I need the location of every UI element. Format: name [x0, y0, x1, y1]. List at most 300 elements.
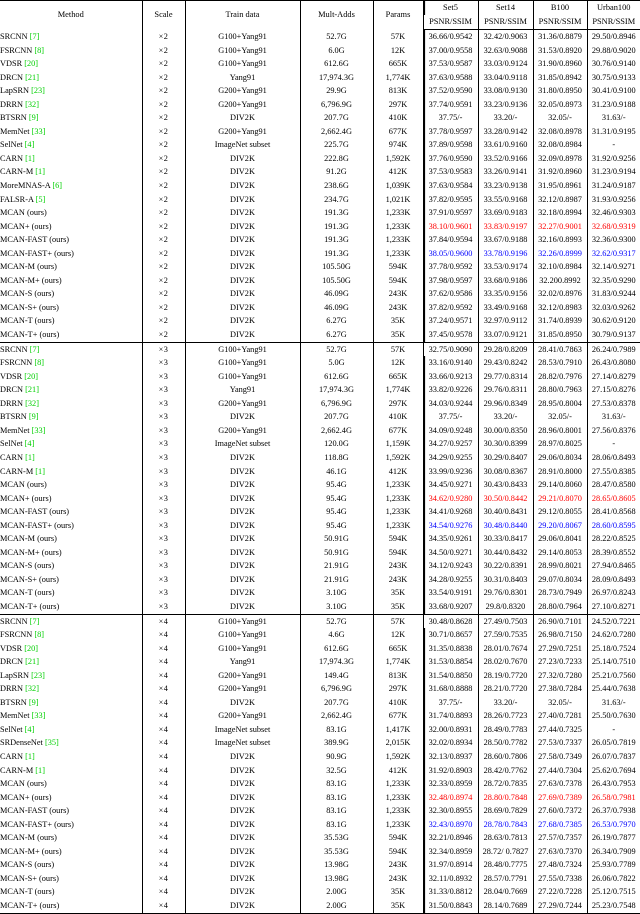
cell-urban100: 25.21/0.7560	[587, 669, 640, 683]
cell-mult-adds: 6,796.9G	[300, 397, 373, 411]
cell-mult-adds: 83.1G	[300, 804, 373, 818]
table-row	[0, 152, 640, 166]
cell-mult-adds: 105.50G	[300, 260, 373, 274]
method-name: CARN-M	[0, 167, 34, 177]
cell-set14: 33.20/-	[478, 410, 533, 424]
cell-scale: ×4	[142, 736, 185, 750]
cell-train-data: DIV2K	[185, 696, 300, 710]
cell-set5: 37.89/0.9598	[423, 138, 478, 152]
column-header-method: Method	[0, 1, 142, 30]
cell-mult-adds: 5.0G	[300, 356, 373, 370]
cell-urban100: 26.06/0.7822	[587, 872, 640, 886]
cell-set5: 30.48/0.8628	[423, 614, 478, 628]
method-name: MCAN-S (ours)	[0, 561, 55, 571]
cell-b100: 29.06/0.8034	[533, 451, 587, 465]
citation-ref[interactable]: [32]	[25, 99, 39, 109]
method-name: LapSRN	[0, 670, 30, 680]
citation-ref[interactable]: [8]	[34, 630, 45, 640]
column-header-train-data: Train data	[185, 1, 300, 30]
citation-ref[interactable]: [4]	[24, 439, 35, 449]
cell-urban100: 28.09/0.8493	[587, 573, 640, 587]
cell-set5: 31.97/0.8914	[423, 858, 478, 872]
cell-scale: ×2	[142, 206, 185, 220]
cell-urban100: 27.15/0.8276	[587, 383, 640, 397]
cell-b100: 29.14/0.8060	[533, 478, 587, 492]
citation-ref[interactable]: [7]	[29, 344, 40, 354]
cell-mult-adds: 13.98G	[300, 858, 373, 872]
cell-b100: 28.80/0.7964	[533, 600, 587, 614]
cell-urban100: 26.97/0.8243	[587, 586, 640, 600]
cell-set14: 33.20/-	[478, 696, 533, 710]
method-name: MCAN-FAST+ (ours)	[0, 520, 74, 530]
table-row	[0, 642, 640, 656]
method-name: MCAN-S+ (ours)	[0, 873, 59, 883]
citation-ref[interactable]: [9]	[28, 113, 39, 123]
cell-mult-adds: 83.1G	[300, 791, 373, 805]
cell-params: 665K	[373, 370, 423, 384]
cell-set5: 37.74/0.9591	[423, 98, 478, 112]
cell-urban100: 31.31/0.9195	[587, 125, 640, 139]
cell-method	[0, 791, 142, 805]
table-row	[0, 750, 640, 764]
cell-set14: 28.80/0.7848	[478, 791, 533, 805]
cell-set14: 30.22/0.8391	[478, 559, 533, 573]
cell-scale: ×2	[142, 152, 185, 166]
cell-params: 35K	[373, 600, 423, 614]
cell-train-data: G100+Yang91	[185, 642, 300, 656]
citation-ref[interactable]: [4]	[24, 724, 35, 734]
cell-set5: 37.78/0.9597	[423, 125, 478, 139]
cell-b100: 32.05/-	[533, 696, 587, 710]
cell-b100: 27.68/0.7385	[533, 818, 587, 832]
citation-ref[interactable]: [7]	[29, 31, 40, 41]
cell-params: 12K	[373, 44, 423, 58]
citation-ref[interactable]: [9]	[28, 697, 39, 707]
citation-ref[interactable]: [33]	[31, 425, 46, 435]
cell-b100: 28.97/0.8025	[533, 437, 587, 451]
cell-urban100: 26.58/0.7981	[587, 791, 640, 805]
cell-b100: 32.05/0.8973	[533, 98, 587, 112]
cell-train-data: ImageNet subset	[185, 138, 300, 152]
cell-train-data: DIV2K	[185, 274, 300, 288]
cell-method	[0, 410, 142, 424]
cell-urban100: 24.62/0.7280	[587, 628, 640, 642]
cell-b100: 32.10/0.8984	[533, 260, 587, 274]
cell-train-data: DIV2K	[185, 301, 300, 315]
citation-ref[interactable]: [23]	[31, 670, 45, 680]
cell-set14: 30.48/0.8440	[478, 519, 533, 533]
citation-ref[interactable]: [32]	[25, 684, 39, 694]
cell-set5: 33.99/0.9236	[423, 465, 478, 479]
citation-ref[interactable]: [1]	[35, 466, 45, 476]
cell-set14: 32.42/0.9063	[478, 30, 533, 44]
cell-urban100: 31.93/0.9256	[587, 193, 640, 207]
cell-mult-adds: 105.50G	[300, 274, 373, 288]
cell-set5: 37.98/0.9597	[423, 274, 478, 288]
cell-b100: 32.18/0.8994	[533, 206, 587, 220]
cell-urban100: 29.50/0.8946	[587, 30, 640, 44]
citation-ref[interactable]: [1]	[35, 167, 45, 177]
cell-set14: 33.28/0.9142	[478, 125, 533, 139]
table-row	[0, 220, 640, 234]
cell-method	[0, 736, 142, 750]
method-name: MCAN-S+ (ours)	[0, 302, 59, 312]
cell-set14: 33.67/0.9188	[478, 233, 533, 247]
cell-train-data: DIV2K	[185, 492, 300, 506]
citation-ref[interactable]: [1]	[25, 153, 35, 163]
cell-set14: 28.19/0.7720	[478, 669, 533, 683]
cell-set14: 28.72/ 0.7827	[478, 845, 533, 859]
cell-scale: ×2	[142, 125, 185, 139]
cell-scale: ×2	[142, 233, 185, 247]
cell-params: 1,233K	[373, 247, 423, 261]
cell-b100: 28.95/0.8004	[533, 397, 587, 411]
cell-set5: 37.76/0.9590	[423, 152, 478, 166]
citation-ref[interactable]: [1]	[25, 751, 35, 761]
column-header-metric-b100: PSNR/SSIM	[533, 15, 587, 30]
cell-urban100: -	[587, 437, 640, 451]
cell-urban100: 27.53/0.8378	[587, 397, 640, 411]
cell-method	[0, 682, 142, 696]
cell-set14: 28.04/0.7669	[478, 885, 533, 899]
cell-scale: ×4	[142, 845, 185, 859]
cell-set14: 28.48/0.7775	[478, 858, 533, 872]
method-name: MemNet	[0, 126, 30, 136]
citation-ref[interactable]: [21]	[25, 657, 39, 667]
cell-mult-adds: 21.91G	[300, 573, 373, 587]
cell-b100: 32.16/0.8993	[533, 233, 587, 247]
cell-params: 1,592K	[373, 750, 423, 764]
cell-set5: 38.05/0.9600	[423, 247, 478, 261]
cell-urban100: 26.24/0.7989	[587, 342, 640, 356]
cell-scale: ×2	[142, 301, 185, 315]
cell-set5: 34.12/0.9243	[423, 559, 478, 573]
citation-ref[interactable]: [20]	[24, 643, 39, 653]
method-name: MoreMNAS-A	[0, 181, 51, 191]
method-name: MemNet	[0, 425, 30, 435]
table-row	[0, 546, 640, 560]
citation-ref[interactable]: [23]	[31, 86, 45, 96]
cell-method	[0, 777, 142, 791]
cell-method	[0, 899, 142, 913]
method-name: MCAN-FAST (ours)	[0, 507, 70, 517]
cell-urban100: 26.07/0.7837	[587, 750, 640, 764]
method-name: SRCNN	[0, 31, 28, 41]
citation-ref[interactable]: [6]	[52, 181, 63, 191]
method-name: VDSR	[0, 643, 23, 653]
cell-b100: 27.29/0.7251	[533, 642, 587, 656]
cell-method	[0, 111, 142, 125]
table-row	[0, 872, 640, 886]
cell-train-data: DIV2K	[185, 804, 300, 818]
cell-train-data: DIV2K	[185, 818, 300, 832]
cell-method	[0, 505, 142, 519]
table-row	[0, 57, 640, 71]
cell-scale: ×3	[142, 573, 185, 587]
cell-scale: ×2	[142, 193, 185, 207]
cell-method	[0, 845, 142, 859]
cell-train-data: G100+Yang91	[185, 57, 300, 71]
cell-params: 297K	[373, 397, 423, 411]
cell-train-data: DIV2K	[185, 478, 300, 492]
cell-set5: 33.82/0.9226	[423, 383, 478, 397]
table-row	[0, 505, 640, 519]
cell-set14: 33.52/0.9166	[478, 152, 533, 166]
citation-ref[interactable]: [5]	[35, 194, 46, 204]
cell-urban100: 28.39/0.8552	[587, 546, 640, 560]
cell-train-data: DIV2K	[185, 328, 300, 342]
cell-train-data: DIV2K	[185, 287, 300, 301]
cell-set5: 37.00/0.9558	[423, 44, 478, 58]
cell-b100: 28.41/0.7863	[533, 342, 587, 356]
cell-urban100: 28.41/0.8568	[587, 505, 640, 519]
cell-urban100: 30.41/0.9100	[587, 84, 640, 98]
cell-scale: ×3	[142, 383, 185, 397]
cell-b100: 32.09/0.8978	[533, 152, 587, 166]
cell-mult-adds: 389.9G	[300, 736, 373, 750]
cell-set5: 37.53/0.9587	[423, 57, 478, 71]
cell-b100: 27.60/0.7372	[533, 804, 587, 818]
cell-mult-adds: 118.8G	[300, 451, 373, 465]
cell-set5: 31.35/0.8838	[423, 642, 478, 656]
cell-method	[0, 274, 142, 288]
citation-ref[interactable]: [20]	[24, 59, 39, 69]
cell-mult-adds: 17,974.3G	[300, 655, 373, 669]
cell-scale: ×4	[142, 642, 185, 656]
cell-set14: 33.04/0.9118	[478, 71, 533, 85]
cell-mult-adds: 191.3G	[300, 247, 373, 261]
cell-scale: ×4	[142, 858, 185, 872]
cell-params: 12K	[373, 356, 423, 370]
cell-params: 297K	[373, 682, 423, 696]
cell-scale: ×2	[142, 247, 185, 261]
cell-train-data: G200+Yang91	[185, 84, 300, 98]
cell-urban100: 31.23/0.9194	[587, 165, 640, 179]
cell-b100: 27.48/0.7324	[533, 858, 587, 872]
method-name: MCAN-FAST (ours)	[0, 806, 70, 816]
cell-set14: 33.07/0.9121	[478, 328, 533, 342]
cell-b100: 29.07/0.8034	[533, 573, 587, 587]
cell-b100: 29.06/0.8041	[533, 532, 587, 546]
cell-mult-adds: 3.10G	[300, 586, 373, 600]
cell-set5: 37.82/0.9592	[423, 301, 478, 315]
cell-scale: ×3	[142, 424, 185, 438]
cell-set14: 28.60/0.7806	[478, 750, 533, 764]
column-header-set5: Set5	[423, 1, 478, 16]
citation-ref[interactable]: [8]	[34, 45, 45, 55]
cell-scale: ×2	[142, 84, 185, 98]
cell-mult-adds: 52.7G	[300, 614, 373, 628]
table-row	[0, 424, 640, 438]
cell-mult-adds: 95.4G	[300, 519, 373, 533]
cell-mult-adds: 6.27G	[300, 314, 373, 328]
table-row	[0, 628, 640, 642]
cell-method	[0, 764, 142, 778]
cell-set14: 28.21/0.7720	[478, 682, 533, 696]
citation-ref[interactable]: [32]	[25, 398, 39, 408]
cell-set5: 34.35/0.9261	[423, 532, 478, 546]
method-name: FSRCNN	[0, 630, 33, 640]
cell-b100: 32.08/0.8984	[533, 138, 587, 152]
table-row	[0, 179, 640, 193]
cell-urban100: 28.22/0.8525	[587, 532, 640, 546]
cell-set5: 34.62/0.9280	[423, 492, 478, 506]
cell-b100: 31.36/0.8879	[533, 30, 587, 44]
cell-params: 57K	[373, 30, 423, 44]
cell-urban100: 25.14/0.7510	[587, 655, 640, 669]
cell-set14: 32.63/0.9088	[478, 44, 533, 58]
cell-b100: 27.44/0.7325	[533, 723, 587, 737]
cell-method	[0, 669, 142, 683]
cell-params: 57K	[373, 614, 423, 628]
cell-set5: 34.03/0.9244	[423, 397, 478, 411]
cell-b100: 27.29/0.7244	[533, 899, 587, 913]
table-row	[0, 804, 640, 818]
citation-ref[interactable]: [21]	[25, 385, 39, 395]
citation-ref[interactable]: [35]	[44, 738, 59, 748]
cell-train-data: DIV2K	[185, 791, 300, 805]
cell-train-data: Yang91	[185, 383, 300, 397]
method-name: LapSRN	[0, 86, 30, 96]
cell-b100: 27.57/0.7357	[533, 831, 587, 845]
cell-method	[0, 125, 142, 139]
cell-set5: 31.33/0.8812	[423, 885, 478, 899]
cell-b100: 29.21/0.8070	[533, 492, 587, 506]
cell-set5: 31.74/0.8893	[423, 709, 478, 723]
cell-set5: 33.16/0.9140	[423, 356, 478, 370]
cell-set5: 34.45/0.9271	[423, 478, 478, 492]
cell-params: 1,233K	[373, 519, 423, 533]
cell-params: 243K	[373, 872, 423, 886]
method-name: MCAN-S+ (ours)	[0, 574, 59, 584]
citation-ref[interactable]: [4]	[24, 140, 35, 150]
column-header-urban100: Urban100	[587, 1, 640, 16]
citation-ref[interactable]: [8]	[34, 358, 45, 368]
cell-scale: ×3	[142, 397, 185, 411]
cell-train-data: DIV2K	[185, 899, 300, 913]
cell-train-data: DIV2K	[185, 532, 300, 546]
table-row	[0, 465, 640, 479]
cell-train-data: G100+Yang91	[185, 370, 300, 384]
cell-train-data: DIV2K	[185, 750, 300, 764]
citation-ref[interactable]: [21]	[25, 72, 39, 82]
cell-scale: ×4	[142, 709, 185, 723]
cell-mult-adds: 50.91G	[300, 546, 373, 560]
cell-method	[0, 383, 142, 397]
cell-train-data: DIV2K	[185, 858, 300, 872]
cell-b100: 27.55/0.7338	[533, 872, 587, 886]
table-row	[0, 138, 640, 152]
cell-b100: 27.44/0.7304	[533, 764, 587, 778]
cell-scale: ×3	[142, 505, 185, 519]
cell-set14: 28.50/0.7782	[478, 736, 533, 750]
cell-b100: 32.26/0.8999	[533, 247, 587, 261]
cell-method	[0, 655, 142, 669]
cell-set14: 33.83/0.9197	[478, 220, 533, 234]
table-row	[0, 233, 640, 247]
cell-method	[0, 573, 142, 587]
cell-mult-adds: 6.27G	[300, 328, 373, 342]
cell-params: 1,233K	[373, 505, 423, 519]
column-header-metric-urban100: PSNR/SSIM	[587, 15, 640, 30]
cell-set14: 30.00/0.8350	[478, 424, 533, 438]
cell-params: 1,021K	[373, 193, 423, 207]
cell-urban100: 32.68/0.9319	[587, 220, 640, 234]
cell-method	[0, 628, 142, 642]
cell-set14: 33.53/0.9174	[478, 260, 533, 274]
method-name: MCAN (ours)	[0, 480, 47, 490]
cell-scale: ×4	[142, 682, 185, 696]
cell-set14: 28.02/0.7670	[478, 655, 533, 669]
cell-train-data: DIV2K	[185, 220, 300, 234]
cell-set14: 30.44/0.8432	[478, 546, 533, 560]
cell-b100: 32.08/0.8978	[533, 125, 587, 139]
table-row	[0, 669, 640, 683]
cell-b100: 32.12/0.8983	[533, 301, 587, 315]
cell-params: 35K	[373, 899, 423, 913]
cell-params: 974K	[373, 138, 423, 152]
table-row	[0, 206, 640, 220]
cell-params: 813K	[373, 84, 423, 98]
cell-method	[0, 328, 142, 342]
cell-mult-adds: 612.6G	[300, 370, 373, 384]
method-name: DRCN	[0, 385, 24, 395]
cell-set5: 31.68/0.8888	[423, 682, 478, 696]
citation-ref[interactable]: [9]	[28, 412, 39, 422]
citation-ref[interactable]: [20]	[24, 371, 39, 381]
cell-method	[0, 424, 142, 438]
cell-set5: 32.48/0.8974	[423, 791, 478, 805]
cell-method	[0, 247, 142, 261]
cell-method	[0, 696, 142, 710]
cell-params: 1,774K	[373, 383, 423, 397]
cell-mult-adds: 29.9G	[300, 84, 373, 98]
column-header-mult-adds: Mult-Adds	[300, 1, 373, 30]
cell-set5: 34.28/0.9255	[423, 573, 478, 587]
table-row	[0, 682, 640, 696]
citation-ref[interactable]: [33]	[31, 126, 46, 136]
cell-urban100: 29.88/0.9020	[587, 44, 640, 58]
cell-urban100: 31.63/-	[587, 410, 640, 424]
citation-ref[interactable]: [33]	[31, 711, 46, 721]
cell-method	[0, 532, 142, 546]
cell-set14: 33.78/0.9196	[478, 247, 533, 261]
cell-method	[0, 370, 142, 384]
cell-urban100: 26.43/0.8080	[587, 356, 640, 370]
cell-params: 1,774K	[373, 655, 423, 669]
cell-b100: 32.02/0.8976	[533, 287, 587, 301]
cell-set5: 34.41/0.9268	[423, 505, 478, 519]
citation-ref[interactable]: [1]	[25, 452, 35, 462]
cell-mult-adds: 46.09G	[300, 301, 373, 315]
method-name: MCAN (ours)	[0, 779, 47, 789]
cell-set14: 30.29/0.8407	[478, 451, 533, 465]
method-name: MCAN-M (ours)	[0, 262, 57, 272]
column-header-metric-set14: PSNR/SSIM	[478, 15, 533, 30]
cell-set14: 33.08/0.9130	[478, 84, 533, 98]
cell-set14: 30.30/0.8399	[478, 437, 533, 451]
cell-train-data: DIV2K	[185, 314, 300, 328]
cell-set5: 32.75/0.9090	[423, 342, 478, 356]
cell-method	[0, 885, 142, 899]
cell-set5: 30.71/0.8657	[423, 628, 478, 642]
cell-urban100: 32.46/0.9303	[587, 206, 640, 220]
citation-ref[interactable]: [7]	[29, 616, 40, 626]
cell-train-data: DIV2K	[185, 586, 300, 600]
cell-b100: 26.98/0.7150	[533, 628, 587, 642]
cell-method	[0, 138, 142, 152]
citation-ref[interactable]: [1]	[35, 765, 45, 775]
